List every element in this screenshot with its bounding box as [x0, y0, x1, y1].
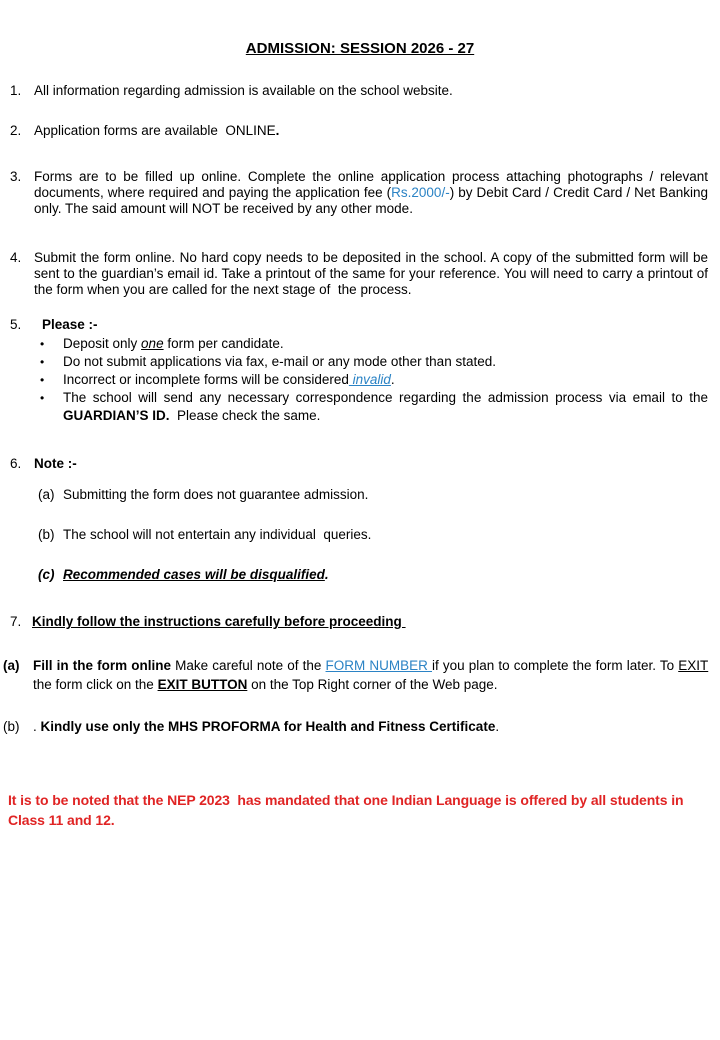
exit-label: EXIT: [678, 658, 709, 673]
note-sub-a: [38, 487, 720, 503]
list-item-3: [0, 169, 720, 217]
list-item-1: [0, 83, 720, 99]
list-item-4: [0, 250, 720, 298]
bullet-text: [63, 353, 720, 371]
list-item-text: [34, 317, 720, 333]
sub-number: (c): [38, 567, 55, 582]
list-item-text: [34, 83, 720, 99]
note-sub-b: [38, 527, 720, 543]
fee-amount: Rs.2000/-: [391, 185, 450, 200]
note-label: Note :-: [34, 456, 77, 471]
text-segment: .: [324, 567, 329, 582]
list-number: 4.: [10, 250, 22, 265]
text-segment: form per candidate.: [163, 336, 284, 351]
note-sub-c: [38, 567, 720, 583]
text-segment: Submit the form online. No hard copy needs to be deposited in the school. A copy of the submitted form will be sent to the guardian’s email id. Take a printout of the same for your reference. You will need to carry a printout of the form when you are called for the next stage of the process.: [34, 250, 708, 297]
instructions-heading: Kindly follow the instructions carefully before proceeding: [32, 614, 406, 629]
list-number: 5.: [10, 317, 22, 332]
fill-form-label: Fill in the form online: [33, 658, 176, 673]
text-segment: .: [390, 372, 395, 387]
list-item-text: [34, 123, 720, 139]
sub-text: [63, 527, 720, 543]
please-label: Please :-: [42, 317, 98, 332]
sub-text: [63, 567, 720, 583]
bullet-item-2: [0, 353, 720, 371]
page-title: ADMISSION: SESSION 2026 - 27: [245, 40, 475, 57]
guardian-id-label: GUARDIAN’S ID.: [63, 408, 170, 423]
text-segment: Deposit only: [63, 336, 142, 351]
sub-text: [33, 717, 720, 736]
text-segment: All information regarding admission is available on the school website.: [34, 83, 453, 98]
nep-red-notice: It is to be noted that the NEP 2023 has mandated that one Indian Language is offered by all students in Class 11 and 12.: [8, 792, 684, 828]
bullet-list: [0, 335, 720, 425]
bullet-text: [63, 335, 720, 353]
bullet-item-1: [0, 335, 720, 353]
form-number-highlight: FORM NUMBER: [325, 658, 433, 673]
list-number: 3.: [10, 169, 22, 184]
text-segment: ) by Debit Card / Credit Card / Net Banking only. The said amount will NOT be received by any other mode.: [34, 185, 708, 216]
bullet-icon: •: [40, 355, 45, 369]
text-segment: The school will not entertain any individual queries.: [63, 527, 372, 542]
text-segment: Incorrect or incomplete forms will be considered: [63, 372, 349, 387]
text-segment: Application forms are available ONLINE: [34, 123, 276, 138]
text-segment: Make careful note of the: [175, 658, 326, 673]
disqualified-warning: Recommended cases will be disqualified: [63, 567, 325, 582]
text-segment: on the Top Right corner of the Web page.: [247, 677, 498, 692]
text-segment: Do not submit applications via fax, e-mail or any mode other than stated.: [63, 354, 496, 369]
bullet-icon: •: [40, 373, 45, 387]
list-item-2: [0, 123, 720, 139]
invalid-highlight: invalid: [348, 372, 391, 387]
text-segment: if you plan to complete the form later. To: [432, 658, 679, 673]
list-item-text: [32, 613, 720, 630]
list-item-text: [34, 456, 720, 472]
exit-button-label: EXIT BUTTON: [157, 677, 248, 692]
text-segment: Forms are to be filled up online. Complete the online application process attaching photographs / relevant documents, where required and paying the application fee (: [34, 169, 708, 200]
text-segment: .: [33, 719, 41, 734]
list-item-5: [0, 317, 720, 333]
bullet-item-4: [0, 389, 720, 425]
item-7b: [0, 717, 720, 736]
bullet-text: [63, 371, 720, 389]
sub-number: (b): [38, 527, 55, 542]
sub-number: (b): [3, 719, 20, 734]
list-item-6: [0, 456, 720, 472]
list-number: 1.: [10, 83, 22, 98]
text-segment: .: [495, 719, 500, 734]
text-segment: the form click on the: [33, 658, 712, 692]
text-segment: one: [141, 336, 164, 351]
mhs-proforma-note: Kindly use only the MHS PROFORMA for Health and Fitness Certificate: [40, 719, 496, 734]
text-segment: Please check the same.: [169, 408, 321, 423]
list-item-text: [34, 169, 720, 217]
bullet-text: [63, 389, 720, 425]
list-item-7: [0, 613, 720, 630]
text-segment: The school will send any necessary correspondence regarding the admission process via email to the: [63, 390, 708, 405]
text-segment: Submitting the form does not guarantee admission.: [63, 487, 369, 502]
list-number: 6.: [10, 456, 22, 471]
sub-number: (a): [3, 658, 20, 673]
sub-text: [33, 656, 720, 694]
item-7a: [0, 656, 720, 694]
list-item-text: [34, 250, 720, 298]
bullet-icon: •: [40, 391, 45, 405]
list-number: 7.: [10, 614, 22, 629]
sub-text: [63, 487, 720, 503]
bullet-icon: •: [40, 337, 45, 351]
list-number: 2.: [10, 123, 22, 138]
bullet-item-3: [0, 371, 720, 389]
sub-number: (a): [38, 487, 55, 502]
text-segment: .: [275, 123, 280, 138]
